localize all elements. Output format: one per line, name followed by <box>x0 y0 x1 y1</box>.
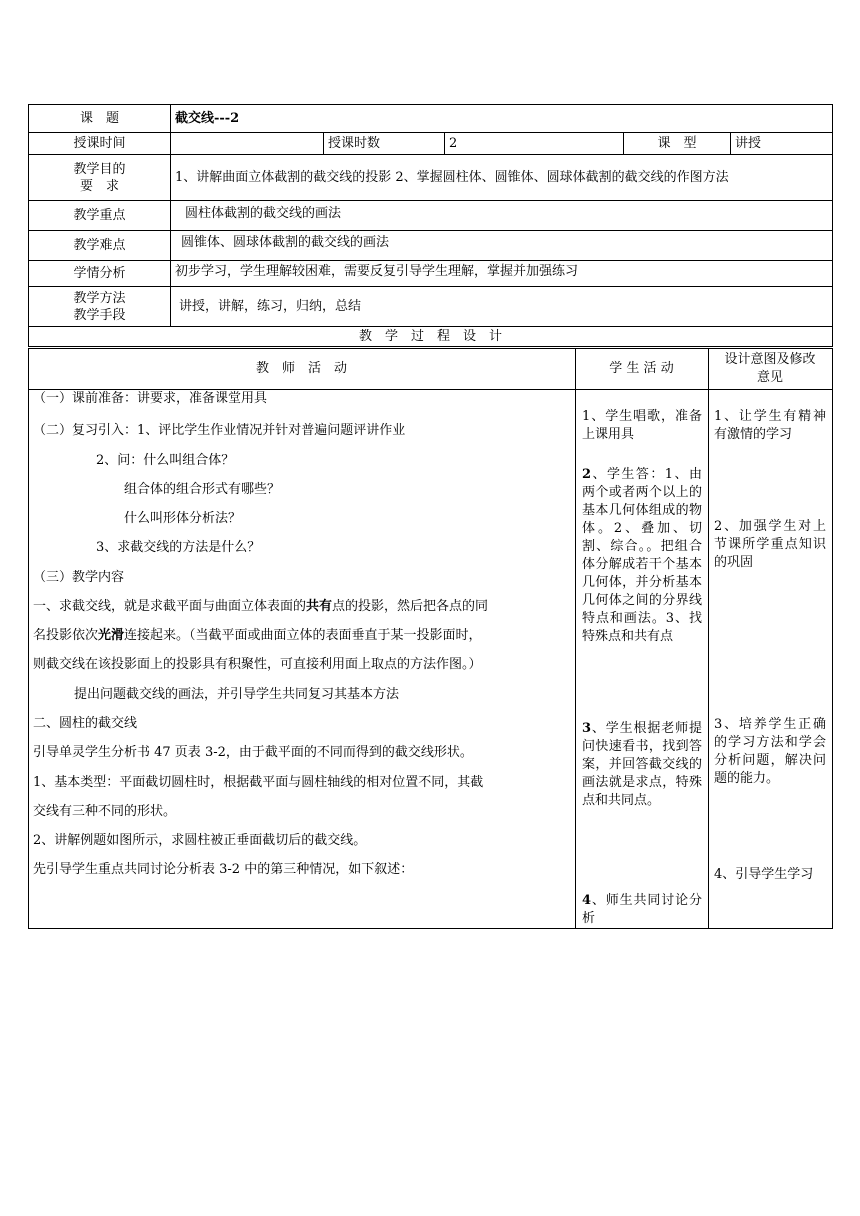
topic-value: 截交线---2 <box>171 105 833 133</box>
difficulty-label: 教学难点 <box>29 231 171 261</box>
column-header-divider <box>28 389 833 390</box>
student-activity-4 <box>582 892 702 928</box>
teacher-line-4: 组合体的组合形式有哪些？ <box>124 482 281 497</box>
method-label-line1: 教学方法 <box>73 290 126 306</box>
teacher-line-16: 2、讲解例题如图所示，求圆柱被正垂面截切后的截交线。 <box>33 833 367 848</box>
student-activity-4-number: 4 <box>582 893 592 908</box>
design-header-line1: 设计意图及修改 <box>724 352 816 367</box>
teacher-line-1: （一）课前准备：讲要求，准备课堂用具 <box>33 391 268 406</box>
design-intent-3: 3、培养学生正确的学习方法和学会分析问题，解决问题的能力。 <box>714 717 826 786</box>
time-label: 授课时间 <box>29 133 171 155</box>
process-border-right <box>832 348 833 929</box>
student-column-divider <box>708 348 709 929</box>
teacher-column-header: 教 师 活 动 <box>255 361 347 376</box>
process-border-top <box>28 348 833 349</box>
method-value: 讲授，讲解，练习，归纳，总结 <box>171 287 833 327</box>
teacher-line-7: （三）教学内容 <box>33 570 125 585</box>
difficulty-value: 圆锥体、圆球体截割的截交线的画法 <box>171 231 833 261</box>
teacher-line-13: 引导单灵学生分析书 47 页表 3-2，由于截平面的不同而得到的截交线形状。 <box>33 745 473 760</box>
teacher-line-11: 提出问题截交线的画法，并引导学生共同复习其基本方法 <box>74 687 400 702</box>
student-activity-3-text: 、学生根据老师提问快速看书，找到答案，并回答截交线的画法就是求点，特殊点和共同点。 <box>582 721 702 808</box>
student-activity-2-text: 、学生答：1、由两个或者两个以上的基本几何体组成的物体。2、叠加、切割、综合。。把组合体分解成若干个基本几何体，并分析基本几何体之间的分界线特点和画法。3、找特殊点和共有点 <box>582 467 702 644</box>
method-label-line2: 教学手段 <box>73 307 126 323</box>
type-value: 讲授 <box>731 133 833 155</box>
teacher-line-15: 交线有三种不同的形状。 <box>33 804 177 819</box>
process-title: 教 学 过 程 设 计 <box>29 327 833 347</box>
teacher-line-3: 2、问：什么叫组合体？ <box>96 453 235 468</box>
teacher-line-8-c: 点的投影，然后把各点的同 <box>332 599 489 614</box>
key-value: 圆柱体截割的截交线的画法 <box>171 201 833 231</box>
goal-label-line1: 教学目的 <box>73 161 126 177</box>
teacher-line-9-a: 名投影依次 <box>33 628 99 643</box>
student-activity-2-number: 2 <box>582 467 592 482</box>
goal-label-line2: 要 求 <box>79 178 119 194</box>
design-column-header <box>708 351 832 387</box>
student-activity-4-text: 、师生共同讨论分析 <box>582 893 702 926</box>
student-activity-1: 1、学生唱歌，准备上课用具 <box>582 409 702 442</box>
process-border-left <box>28 348 29 929</box>
time-value <box>171 133 324 155</box>
student-activity-3-number: 3 <box>582 721 592 736</box>
teacher-line-9-c: 连接起来。（当截平面或曲面立体的表面垂直于某一投影面时， <box>124 628 482 643</box>
teacher-column-divider <box>575 348 576 929</box>
student-column-header: 学 生 活 动 <box>609 361 674 376</box>
teacher-line-9 <box>33 628 482 644</box>
teacher-line-12: 二、圆柱的截交线 <box>33 716 138 731</box>
teacher-line-9-bold: 光滑 <box>98 628 125 643</box>
lesson-header-table <box>28 104 833 347</box>
method-label <box>29 287 171 327</box>
teacher-line-5: 什么叫形体分析法？ <box>124 511 242 526</box>
process-border-bottom <box>28 928 833 929</box>
type-label: 课 型 <box>624 133 731 155</box>
goal-label <box>29 155 171 201</box>
design-header-line2: 意见 <box>756 370 783 385</box>
topic-label: 课 题 <box>29 105 171 133</box>
teacher-line-8-bold: 共有 <box>306 599 333 614</box>
teacher-line-8-a: 一、求截交线，就是求截平面与曲面立体表面的 <box>33 599 307 614</box>
teacher-line-2: （二）复习引入：1、评比学生作业情况并针对普遍问题评讲作业 <box>33 423 406 438</box>
student-activity-3 <box>582 720 702 810</box>
design-intent-1: 1、让学生有精神有激情的学习 <box>714 409 826 442</box>
design-intent-4: 4、引导学生学习 <box>714 867 814 882</box>
teacher-line-17: 先引导学生重点共同讨论分析表 3-2 中的第三种情况，如下叙述： <box>33 862 414 877</box>
design-intent-2: 2、加强学生对上节课所学重点知识的巩固 <box>714 519 826 570</box>
student-activity-2 <box>582 466 702 646</box>
teacher-line-14: 1、基本类型：平面截切圆柱时，根据截平面与圆柱轴线的相对位置不同，其截 <box>33 775 484 790</box>
analysis-label: 学情分析 <box>29 261 171 287</box>
hours-label: 授课时数 <box>324 133 445 155</box>
key-label: 教学重点 <box>29 201 171 231</box>
goal-value: 1、讲解曲面立体截割的截交线的投影 2、掌握圆柱体、圆锥体、圆球体截割的截交线的作图方法 <box>171 155 833 201</box>
teacher-line-10: 则截交线在该投影面上的投影具有积聚性，可直接利用面上取点的方法作图。） <box>33 657 482 672</box>
analysis-value: 初步学习，学生理解较困难，需要反复引导学生理解，掌握并加强练习 <box>171 261 833 287</box>
hours-value: 2 <box>445 133 624 155</box>
teacher-line-6: 3、求截交线的方法是什么？ <box>96 540 261 555</box>
teacher-line-8 <box>33 599 488 615</box>
